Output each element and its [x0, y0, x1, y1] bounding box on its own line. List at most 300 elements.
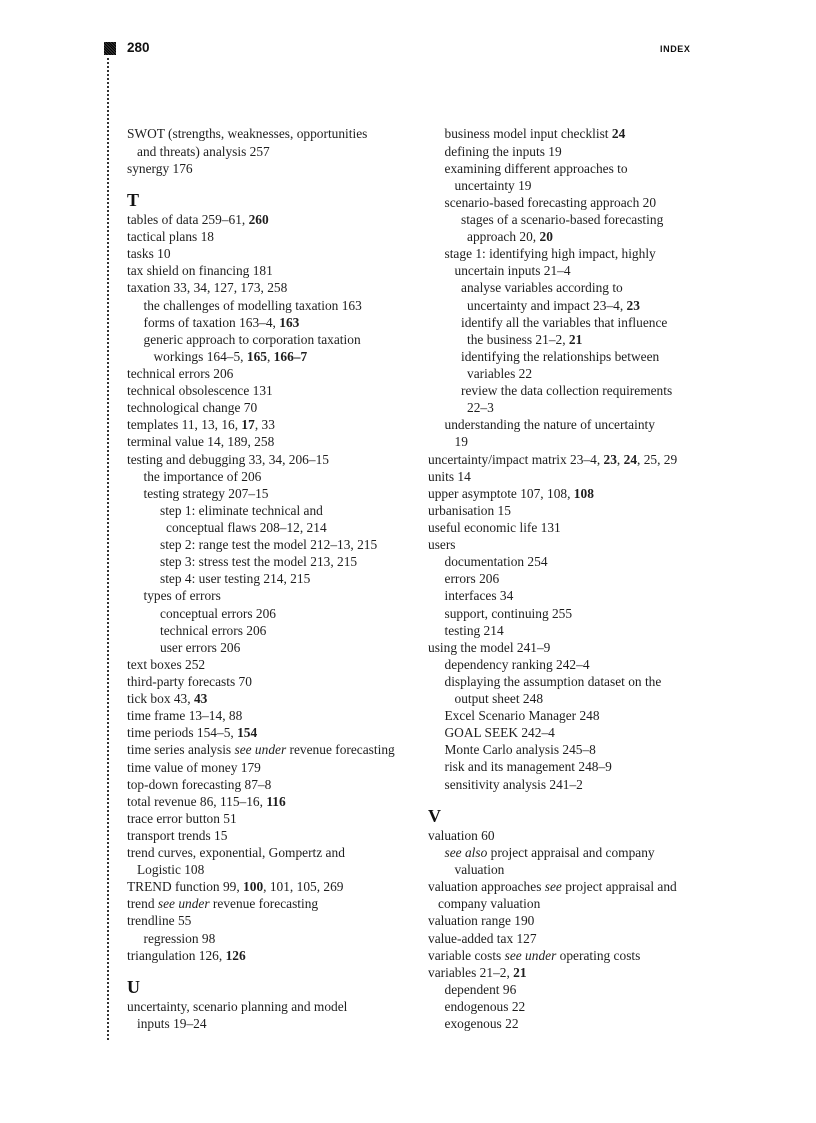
cross-ref-label: see under [504, 947, 557, 963]
letter-heading: U [127, 976, 140, 997]
entry-line [445, 1015, 678, 1032]
entry-line [428, 947, 677, 964]
entry-text: stages of a scenario-based forecasting [461, 211, 664, 227]
entry-continuation-line [127, 861, 395, 878]
entry-text: support, continuing 255 [444, 605, 573, 621]
entry-line [127, 724, 395, 741]
entry-line [160, 502, 395, 519]
entry-line [160, 622, 395, 639]
index-entry [428, 964, 677, 981]
entry-text: uncertain inputs 21–4 [454, 263, 571, 279]
entry-line [127, 433, 395, 450]
index-entry [127, 262, 395, 279]
entry-text: scenario-based forecasting approach 20 [444, 194, 657, 210]
entry-text: revenue forecasting [209, 896, 319, 912]
entry-line [127, 451, 395, 468]
index-entry [428, 827, 677, 844]
entry-line [160, 553, 395, 570]
index-subentry [428, 382, 677, 416]
index-entry [127, 160, 395, 177]
index-entry [127, 433, 395, 450]
index-subentry [127, 587, 395, 604]
index-entry [428, 947, 677, 964]
index-subentry [127, 536, 395, 553]
entry-line [428, 485, 677, 502]
index-subentry [127, 468, 395, 485]
entry-text: variables 22 [467, 365, 533, 381]
index-subentry [428, 194, 677, 211]
entry-line [428, 964, 677, 981]
entry-line [127, 741, 395, 758]
entry-line [428, 912, 677, 929]
entry-continuation-line [160, 519, 395, 536]
entry-line [127, 382, 395, 399]
index-entry [127, 211, 395, 228]
entry-text: the challenges of modelling taxation 163 [143, 297, 362, 313]
entry-text: user errors 206 [160, 639, 241, 655]
index-entry [127, 399, 395, 416]
entry-text: taxation 33, 34, 127, 173, 258 [127, 280, 288, 296]
entry-text: understanding the nature of uncertainty [444, 417, 655, 433]
entry-line [144, 587, 395, 604]
bold-page-ref: 116 [266, 793, 286, 809]
index-subentry [127, 639, 395, 656]
bold-page-ref: 20 [539, 229, 553, 245]
entry-line [428, 519, 677, 536]
entry-text: technical errors 206 [160, 622, 267, 638]
index-subentry [428, 245, 677, 279]
entry-line [127, 895, 395, 912]
entry-text: uncertainty 19 [454, 177, 532, 193]
bold-page-ref: 17 [241, 417, 255, 433]
entry-text: testing strategy 207–15 [143, 485, 269, 501]
entry-line [127, 262, 395, 279]
entry-continuation-line [445, 177, 678, 194]
entry-text: using the model 241–9 [428, 639, 551, 655]
entry-text: conceptual flaws 208–12, 214 [166, 519, 327, 535]
entry-text: value-added tax 127 [428, 930, 537, 946]
entry-continuation-line [144, 348, 395, 365]
page-number: 280 [127, 40, 150, 55]
bold-page-ref: 165 [246, 348, 267, 364]
index-entry [127, 673, 395, 690]
index-subentry [428, 844, 677, 878]
index-entry [127, 895, 395, 912]
entry-continuation-line [461, 297, 677, 314]
entry-text: units 14 [428, 468, 471, 484]
entry-text: top-down forecasting 87–8 [127, 776, 272, 792]
entry-text: upper asymptote 107, 108, [428, 485, 574, 501]
index-subentry [428, 211, 677, 245]
entry-text: GOAL SEEK 242–4 [444, 725, 555, 741]
index-entry [127, 451, 395, 468]
entry-text: step 3: stress test the model 213, 215 [160, 554, 358, 570]
entry-text: variables 21–2, [428, 964, 514, 980]
entry-text: step 4: user testing 214, 215 [160, 571, 311, 587]
index-subentry [428, 314, 677, 348]
index-subentry [127, 553, 395, 570]
index-entry [428, 912, 677, 929]
entry-text: dependent 96 [444, 981, 517, 997]
index-entry [127, 912, 395, 929]
entry-line [445, 758, 678, 775]
entry-text: time periods 154–5, [127, 725, 238, 741]
bold-page-ref: 21 [568, 331, 583, 347]
index-subentry [428, 416, 677, 450]
entry-text: types of errors [143, 588, 221, 604]
entry-text: technical errors 206 [127, 365, 234, 381]
entry-line [445, 143, 678, 160]
entry-text: transport trends 15 [127, 827, 228, 843]
index-subentry [127, 331, 395, 365]
entry-text: urbanisation 15 [428, 502, 511, 518]
entry-text: the importance of 206 [143, 468, 262, 484]
entry-line [445, 160, 678, 177]
bold-page-ref: 166–7 [273, 348, 308, 364]
entry-text: Logistic 108 [137, 862, 205, 878]
index-subentry [428, 587, 677, 604]
entry-text: TREND function 99, [127, 879, 244, 895]
bold-page-ref: 24 [623, 451, 638, 467]
entry-text: errors 206 [444, 571, 500, 587]
cross-ref-label: see under [234, 742, 287, 758]
entry-text: forms of taxation 163–4, [143, 314, 280, 330]
entry-continuation-line [461, 228, 677, 245]
entry-text: text boxes 252 [127, 656, 206, 672]
cross-ref-label: see [544, 879, 562, 895]
entry-continuation-line [127, 143, 395, 160]
index-entry [127, 416, 395, 433]
entry-text: displaying the assumption dataset on the [444, 673, 662, 689]
entry-text: trend [127, 896, 158, 912]
entry-text: technological change 70 [127, 400, 258, 416]
bold-page-ref: 126 [225, 947, 246, 963]
entry-line [461, 211, 677, 228]
entry-line [160, 605, 395, 622]
entry-line [127, 878, 395, 895]
entry-text: , [266, 348, 274, 364]
entry-text: step 1: eliminate technical and [160, 502, 323, 518]
index-subentry [428, 741, 677, 758]
entry-line [445, 656, 678, 673]
index-subentry [428, 707, 677, 724]
index-subentry [428, 143, 677, 160]
entry-line [428, 639, 677, 656]
entry-line [127, 656, 395, 673]
entry-line [428, 468, 677, 485]
entry-line [127, 399, 395, 416]
entry-text: project appraisal and [561, 879, 677, 895]
entry-text: valuation [454, 862, 505, 878]
entry-text: tick box 43, [127, 691, 194, 707]
entry-text: conceptual errors 206 [160, 605, 277, 621]
entry-line [428, 878, 677, 895]
index-subentry [127, 930, 395, 947]
entry-text: interfaces 34 [444, 588, 514, 604]
entry-line [127, 365, 395, 382]
index-subentry [127, 297, 395, 314]
index-entry [127, 690, 395, 707]
entry-text: time series analysis [127, 742, 235, 758]
entry-line [144, 930, 395, 947]
entry-line [160, 536, 395, 553]
index-entry [428, 468, 677, 485]
entry-line [445, 194, 678, 211]
entry-text: users [428, 537, 456, 553]
entry-continuation-line [445, 433, 678, 450]
page-marker-square [104, 42, 116, 55]
index-entry [127, 707, 395, 724]
entry-text: identify all the variables that influence [461, 314, 668, 330]
entry-line [127, 707, 395, 724]
index-subentry [428, 776, 677, 793]
entry-text: output sheet 248 [454, 691, 544, 707]
entry-text: time frame 13–14, 88 [127, 708, 243, 724]
index-entry [127, 793, 395, 810]
entry-line [127, 810, 395, 827]
bold-page-ref: 154 [237, 725, 258, 741]
entry-text: operating costs [556, 947, 641, 963]
bold-page-ref: 24 [611, 126, 626, 142]
entry-text: trendline 55 [127, 913, 192, 929]
entry-line [428, 827, 677, 844]
index-entry [127, 382, 395, 399]
entry-line [160, 639, 395, 656]
index-entry [127, 878, 395, 895]
entry-line [127, 279, 395, 296]
index-column-right [428, 125, 677, 1032]
entry-line [445, 981, 678, 998]
index-subentry [127, 502, 395, 536]
entry-text: identifying the relationships between [461, 348, 660, 364]
entry-text: endogenous 22 [444, 999, 526, 1015]
entry-text: technical obsolescence 131 [127, 383, 273, 399]
entry-line [461, 279, 677, 296]
entry-text: third-party forecasts 70 [127, 673, 252, 689]
entry-text: stage 1: identifying high impact, highly [444, 246, 656, 262]
entry-continuation-line [461, 365, 677, 382]
entry-line [127, 998, 395, 1015]
cross-ref-label: see also [444, 845, 488, 861]
entry-text: exogenous 22 [444, 1016, 519, 1032]
entry-text: documentation 254 [444, 554, 548, 570]
entry-line [461, 382, 677, 399]
entry-line [445, 587, 678, 604]
entry-line [445, 553, 678, 570]
entry-text: , [616, 451, 624, 467]
index-entry [127, 947, 395, 964]
index-entry [127, 279, 395, 296]
entry-text: valuation 60 [428, 827, 495, 843]
index-subentry [428, 160, 677, 194]
entry-line [127, 160, 395, 177]
entry-line [144, 485, 395, 502]
index-entry [428, 485, 677, 502]
entry-text: project appraisal and company [487, 845, 655, 861]
index-subentry [127, 314, 395, 331]
entry-text: variable costs [428, 947, 505, 963]
entry-text: time value of money 179 [127, 759, 261, 775]
entry-text: , 101, 105, 269 [263, 879, 344, 895]
index-subentry [428, 724, 677, 741]
entry-text: testing and debugging 33, 34, 206–15 [127, 451, 329, 467]
entry-text: workings 164–5, [153, 348, 247, 364]
bold-page-ref: 108 [573, 485, 594, 501]
entry-line [428, 536, 677, 553]
index-column-left [127, 125, 395, 1032]
entry-line [445, 673, 678, 690]
entry-line [445, 245, 678, 262]
entry-line [127, 912, 395, 929]
entry-text: valuation approaches [428, 879, 545, 895]
entry-text: tax shield on financing 181 [127, 263, 273, 279]
entry-continuation-line [428, 895, 677, 912]
entry-line [445, 570, 678, 587]
bold-page-ref: 260 [248, 212, 269, 227]
index-subentry [428, 553, 677, 570]
entry-text: Monte Carlo analysis 245–8 [444, 742, 596, 758]
entry-text: useful economic life 131 [428, 519, 561, 535]
index-subentry [428, 622, 677, 639]
bold-page-ref: 23 [603, 451, 617, 467]
index-entry [127, 365, 395, 382]
entry-line [445, 605, 678, 622]
entry-text: uncertainty, scenario planning and model [127, 999, 348, 1015]
index-entry [127, 741, 395, 758]
entry-line [127, 211, 395, 228]
entry-line [445, 776, 678, 793]
index-subentry [428, 1015, 677, 1032]
index-entry [428, 878, 677, 912]
index-entry [127, 656, 395, 673]
index-subentry [428, 758, 677, 775]
entry-line [127, 759, 395, 776]
index-entry [127, 125, 395, 159]
index-subentry [127, 605, 395, 622]
entry-text: terminal value 14, 189, 258 [127, 434, 275, 450]
entry-line [445, 707, 678, 724]
entry-text: business model input checklist [444, 126, 612, 142]
index-subentry [428, 570, 677, 587]
index-entry [127, 724, 395, 741]
entry-line [445, 741, 678, 758]
entry-text: uncertainty/impact matrix 23–4, [428, 451, 604, 467]
index-entry [127, 776, 395, 793]
index-entry [127, 245, 395, 262]
entry-text: trace error button 51 [127, 810, 237, 826]
entry-line [144, 297, 395, 314]
entry-line [127, 947, 395, 964]
entry-text: review the data collection requirements [461, 383, 673, 399]
entry-text: dependency ranking 242–4 [444, 656, 590, 672]
letter-heading: V [428, 805, 441, 826]
entry-continuation-line [445, 262, 678, 279]
entry-text: inputs 19–24 [137, 1016, 207, 1032]
index-entry [127, 810, 395, 827]
entry-line [428, 451, 677, 468]
index-subentry [428, 656, 677, 673]
entry-line [445, 998, 678, 1015]
entry-text: tables of data 259–61, [127, 212, 249, 227]
index-entry [428, 536, 677, 553]
entry-text: examining different approaches to [444, 160, 628, 176]
index-entry [428, 639, 677, 656]
entry-text: , 25, 29 [637, 451, 678, 467]
entry-continuation-line [445, 861, 678, 878]
index-entry [127, 759, 395, 776]
bold-page-ref: 163 [279, 314, 300, 330]
index-subentry [428, 998, 677, 1015]
entry-text: tactical plans 18 [127, 229, 215, 245]
index-subentry [428, 348, 677, 382]
entry-line [127, 245, 395, 262]
entry-text: company valuation [438, 896, 541, 912]
entry-text: uncertainty and impact 23–4, [467, 297, 627, 313]
index-subentry [428, 125, 677, 142]
entry-line [445, 724, 678, 741]
entry-line [144, 331, 395, 348]
cross-ref-label: see under [157, 896, 210, 912]
bold-page-ref: 23 [626, 297, 640, 313]
index-entry [428, 930, 677, 947]
entry-line [127, 690, 395, 707]
entry-line [160, 570, 395, 587]
entry-text: testing 214 [444, 622, 504, 638]
entry-text: regression 98 [143, 930, 216, 946]
entry-continuation-line [461, 399, 677, 416]
margin-dotted-rule [107, 58, 109, 1040]
entry-line [127, 125, 395, 142]
bold-page-ref: 100 [243, 879, 264, 895]
entry-line [127, 793, 395, 810]
entry-text: approach 20, [467, 229, 540, 245]
entry-line [144, 468, 395, 485]
entry-line [127, 416, 395, 433]
index-entry [127, 827, 395, 844]
entry-text: sensitivity analysis 241–2 [444, 776, 583, 792]
entry-continuation-line [127, 1015, 395, 1032]
index-subentry [428, 605, 677, 622]
entry-continuation-line [445, 690, 678, 707]
entry-text: synergy 176 [127, 160, 193, 176]
entry-line [445, 125, 678, 142]
entry-text: 19 [454, 434, 468, 450]
index-subentry [428, 279, 677, 313]
entry-text: and threats) analysis 257 [137, 143, 270, 159]
entry-text: risk and its management 248–9 [444, 759, 612, 775]
bold-page-ref: 21 [513, 964, 527, 980]
index-subentry [428, 673, 677, 707]
entry-line [428, 930, 677, 947]
entry-text: step 2: range test the model 212–13, 215 [160, 537, 378, 553]
index-subentry [127, 485, 395, 502]
entry-text: Excel Scenario Manager 248 [444, 708, 600, 724]
index-subentry [428, 981, 677, 998]
index-entry [428, 451, 677, 468]
entry-line [445, 844, 678, 861]
entry-text: total revenue 86, 115–16, [127, 793, 267, 809]
entry-line [127, 673, 395, 690]
entry-line [428, 502, 677, 519]
entry-text: tasks 10 [127, 246, 171, 262]
entry-text: SWOT (strengths, weaknesses, opportunities [127, 126, 368, 142]
entry-continuation-line [461, 331, 677, 348]
index-entry [127, 844, 395, 878]
entry-line [127, 844, 395, 861]
index-subentry [127, 622, 395, 639]
entry-line [445, 622, 678, 639]
entry-text: triangulation 126, [127, 947, 226, 963]
